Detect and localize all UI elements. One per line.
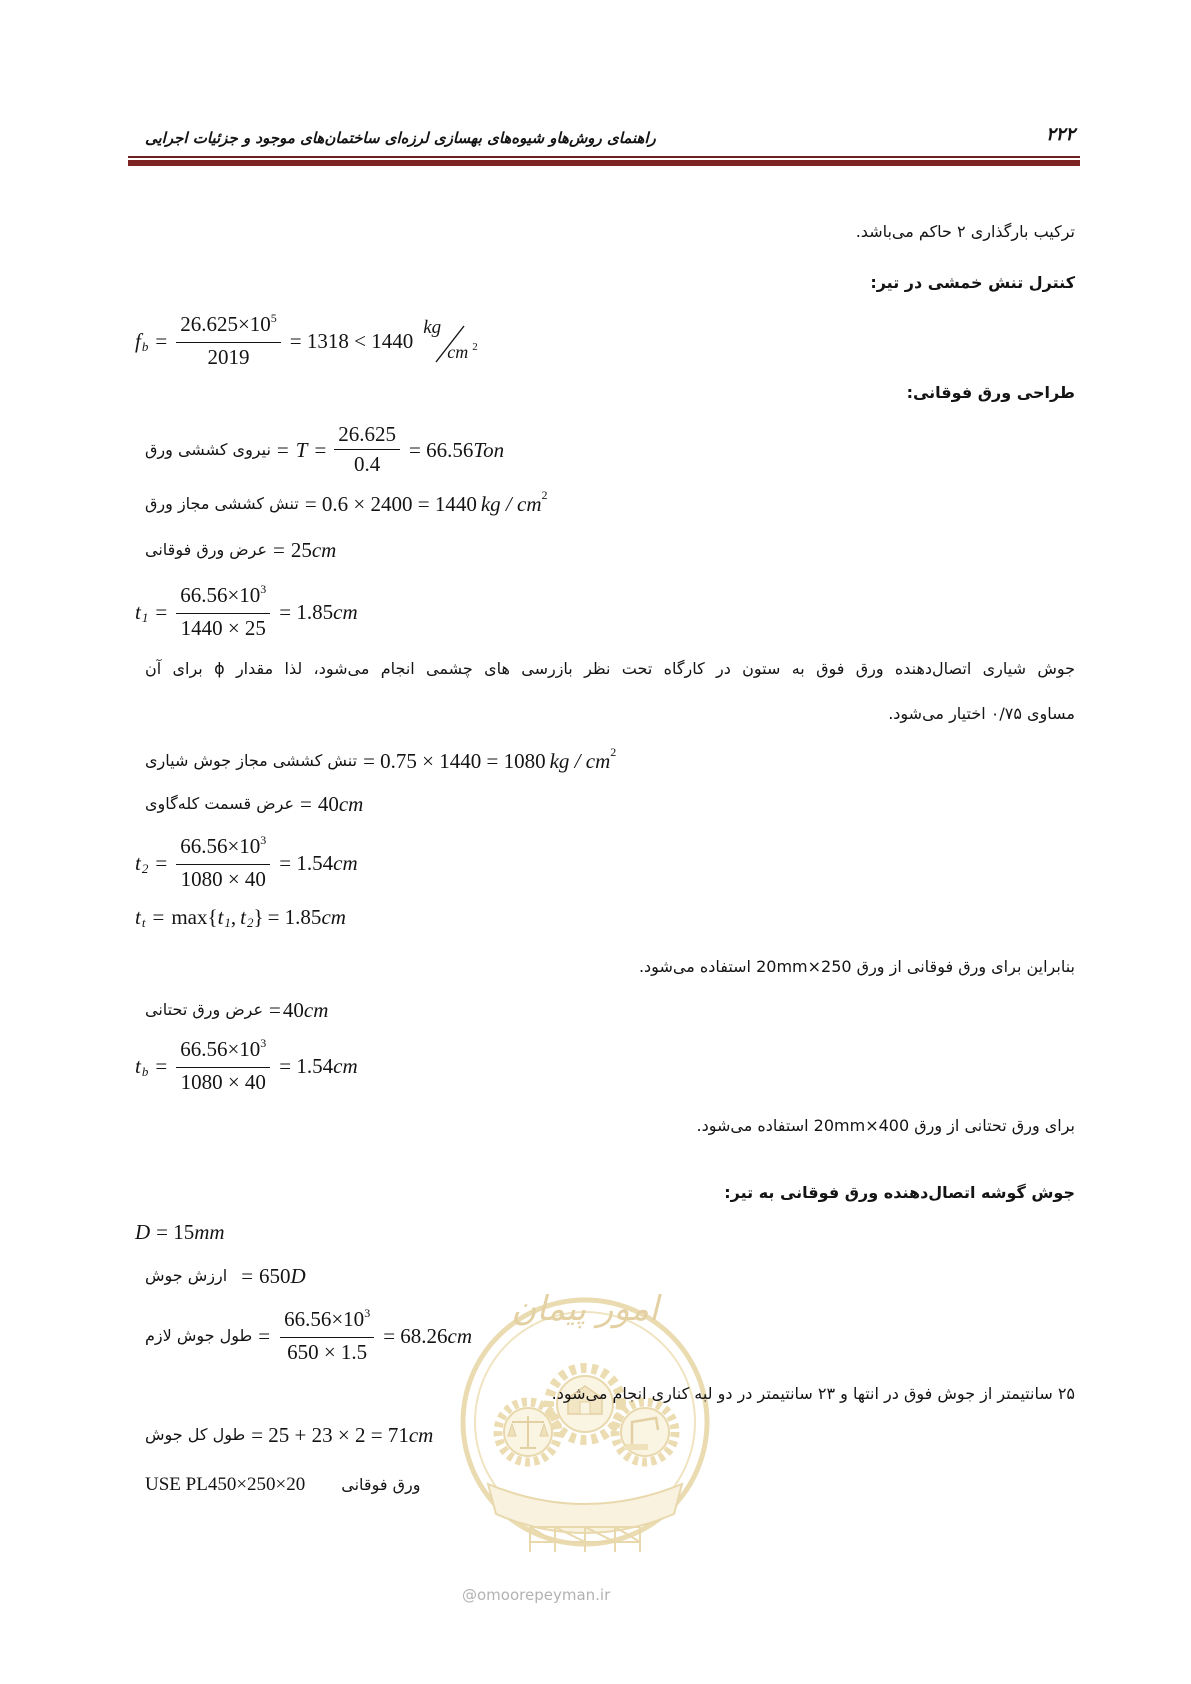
eq-value: 40	[282, 998, 304, 1022]
equation-total-weld-length	[145, 1423, 433, 1447]
numerator-value: 66.56×10	[284, 1307, 365, 1331]
denominator: 2019	[207, 345, 250, 369]
eq-unit: cm	[333, 600, 358, 624]
unit-denominator-value: cm	[447, 342, 469, 362]
unit-denominator	[447, 340, 478, 367]
eq-unit: kg / cm	[480, 492, 542, 516]
equals-sign: =	[241, 1264, 254, 1288]
equals-sign: =	[155, 600, 168, 624]
eq-expression: = 25 + 23 × 2 = 71	[251, 1423, 409, 1447]
equals-sign: =	[155, 329, 168, 353]
numerator	[280, 1307, 374, 1338]
text-weld-distribution: ۲۵ سانتیمتر از جوش فوق در انتها و ۲۳ سانتیمتر در دو لبه کناری انجام می‌شود.	[551, 1384, 1075, 1403]
equals-sign: =	[300, 792, 312, 816]
equals-sign: =	[152, 905, 165, 929]
eq-result: = 1.85	[279, 600, 334, 624]
arg-b: t	[240, 905, 246, 929]
fraction	[334, 422, 400, 477]
plate-label: ورق فوقانی	[341, 1475, 421, 1494]
open-brace: {	[207, 905, 218, 929]
crane-gear-icon	[615, 1402, 675, 1462]
eq-unit: cm	[333, 1054, 358, 1078]
eq-label: عرض ورق فوقانی	[145, 540, 267, 559]
eq-unit: cm	[311, 538, 337, 562]
equation-t1	[135, 583, 358, 641]
eq-result: = 66.56	[409, 437, 474, 462]
eq-label: عرض ورق تحتانی	[145, 1000, 264, 1019]
equation-tt-max	[135, 905, 346, 929]
eq-variable: t	[135, 1054, 141, 1078]
equals-sign: =	[272, 538, 285, 562]
text-top-plate-selection: بنابراین برای ورق فوقانی از ورق 250×20mm استفاده می‌شود.	[638, 957, 1075, 976]
eq-value: 650	[259, 1264, 291, 1288]
separator: ,	[230, 905, 237, 929]
numerator-exponent: 3	[364, 1306, 371, 1320]
eq-variable-subscript: b	[141, 1064, 149, 1079]
eq-variable-subscript: 1	[141, 610, 149, 625]
fraction	[176, 312, 281, 370]
eq-unit-exponent: 2	[541, 488, 548, 502]
denominator: 0.4	[354, 452, 381, 476]
text-bottom-plate-selection: برای ورق تحتانی از ورق 400×20mm استفاده می‌شود.	[696, 1116, 1075, 1135]
equation-tb	[135, 1037, 358, 1095]
eq-variable-subscript: 2	[141, 861, 149, 876]
header-rule-thick	[128, 160, 1080, 166]
scales-gear-icon	[498, 1402, 558, 1462]
eq-value: 25	[290, 538, 312, 562]
equals-sign: =	[155, 1054, 168, 1078]
equation-weld-size	[135, 1220, 225, 1244]
eq-unit: Ton	[473, 437, 505, 462]
numerator-value: 66.56×10	[180, 583, 261, 607]
eq-label: طول کل جوش	[145, 1425, 246, 1444]
equation-allowable-plate-stress	[145, 488, 548, 516]
denominator: 1080 × 40	[180, 1070, 266, 1094]
text-governing-combo: ترکیب بارگذاری ۲ حاکم می‌باشد.	[855, 222, 1075, 241]
equals-sign: =	[276, 437, 289, 462]
equation-nose-width	[145, 792, 363, 816]
eq-variable: T	[295, 437, 308, 462]
numerator-value: 66.56×10	[180, 1037, 261, 1061]
denominator: 1440 × 25	[180, 616, 266, 640]
equals-sign: =	[314, 437, 327, 462]
eq-variable: t	[135, 905, 141, 929]
numerator	[176, 834, 270, 865]
numerator-value: 66.56×10	[180, 834, 261, 858]
eq-label: عرض قسمت کله‌گاوی	[145, 794, 295, 813]
eq-variable: t	[135, 851, 141, 875]
eq-unit: cm	[447, 1324, 473, 1348]
equation-tension-force	[145, 422, 504, 477]
eq-label: تنش کششی مجاز جوش شیاری	[145, 751, 358, 770]
equals-sign: =	[258, 1324, 271, 1348]
eq-variable: f	[135, 329, 141, 353]
numerator	[176, 1037, 270, 1068]
use-plate-line	[145, 1473, 420, 1497]
numerator-exponent: 3	[260, 582, 267, 596]
heading-top-plate-design: طراحی ورق فوقانی:	[906, 383, 1075, 402]
unit-exponent: 2	[472, 341, 478, 353]
equation-allowable-weld-stress	[145, 745, 617, 773]
eq-label: طول جوش لازم	[145, 1326, 253, 1345]
eq-expression: = 15	[156, 1220, 195, 1244]
eq-result: = 1.54	[279, 851, 334, 875]
fraction	[280, 1307, 374, 1365]
eq-variable: D	[135, 1220, 151, 1244]
header-rule-thin	[128, 156, 1080, 158]
denominator: 1080 × 40	[180, 867, 266, 891]
page-number: ۲۲۲	[1045, 124, 1075, 145]
eq-variable: t	[135, 600, 141, 624]
heading-bending-check: کنترل تنش خمشی در تیر:	[870, 273, 1075, 292]
arg-a-subscript: 1	[224, 915, 231, 930]
numerator-value: 26.625×10	[180, 312, 271, 336]
heading-fillet-weld: جوش گوشه اتصال‌دهنده ورق فوقانی به تیر:	[724, 1183, 1075, 1202]
equation-weld-value	[145, 1264, 306, 1288]
numerator	[176, 583, 270, 614]
arg-b-subscript: 2	[247, 915, 254, 930]
watermark-url: @omoorepeyman.ir	[462, 1586, 611, 1604]
close-brace: }	[253, 905, 264, 929]
equation-required-weld-length	[145, 1307, 472, 1365]
paragraph-groove-weld-line-2: مساوی ۰/۷۵ اختیار می‌شود.	[888, 704, 1075, 723]
eq-variable-subscript: b	[141, 339, 149, 354]
numerator: 26.625	[334, 422, 400, 450]
fraction	[176, 834, 270, 892]
eq-unit: cm	[321, 905, 346, 929]
eq-unit: kg / cm	[549, 749, 611, 773]
denominator: 650 × 1.5	[287, 1340, 368, 1364]
equals-sign: =	[269, 998, 281, 1022]
eq-result: = 1.85	[267, 905, 322, 929]
eq-label: تنش کششی مجاز ورق	[145, 494, 299, 513]
unit-numerator: kg	[423, 317, 442, 338]
eq-unit: cm	[303, 998, 329, 1022]
numerator	[176, 312, 281, 343]
eq-label: ارزش جوش	[145, 1266, 228, 1285]
eq-unit: cm	[333, 851, 358, 875]
eq-variable-subscript: t	[141, 915, 146, 930]
equation-bottom-plate-width	[145, 998, 328, 1022]
eq-expression: = 0.6 × 2400 = 1440	[304, 492, 477, 516]
equation-top-plate-width	[145, 538, 336, 562]
fraction	[176, 583, 270, 641]
numerator-exponent: 3	[260, 833, 267, 847]
equation-fb	[135, 312, 489, 370]
plate-specification: USE PL450×250×20	[145, 1474, 306, 1495]
numerator-exponent: 3	[260, 1036, 267, 1050]
eq-result: = 68.26	[383, 1324, 448, 1348]
eq-result: = 1318 < 1440	[289, 329, 414, 353]
unit-kg-per-cm2	[423, 316, 489, 366]
eq-value: 40	[317, 792, 339, 816]
eq-unit: mm	[194, 1220, 225, 1244]
eq-result: = 1.54	[279, 1054, 334, 1078]
equation-t2	[135, 834, 358, 892]
eq-label: نیروی کششی ورق	[145, 439, 271, 459]
max-function: max	[171, 905, 208, 929]
watermark-logo-text: امور پیمان	[511, 1289, 659, 1329]
eq-unit: cm	[338, 792, 364, 816]
eq-expression: = 0.75 × 1440 = 1080	[363, 749, 546, 773]
running-header-title: راهنمای روش‌هاو شیوه‌های بهسازی لرزه‌ای ساختمان‌های موجود و جزئیات اجرایی	[145, 129, 656, 147]
eq-unit-exponent: 2	[610, 745, 617, 759]
equals-sign: =	[155, 851, 168, 875]
arg-a: t	[217, 905, 224, 929]
numerator-exponent: 5	[270, 311, 277, 325]
eq-variable: D	[290, 1264, 306, 1288]
fraction	[176, 1037, 270, 1095]
paragraph-groove-weld-line-1: جوش شیاری اتصال‌دهنده ورق فوق به ستون در کارگاه تحت نظر بازرسی های چشمی انجام می‌شود، لذا مقدار ϕ برای آن	[145, 659, 1076, 678]
eq-unit: cm	[408, 1423, 434, 1447]
watermark-logo	[447, 1252, 720, 1582]
